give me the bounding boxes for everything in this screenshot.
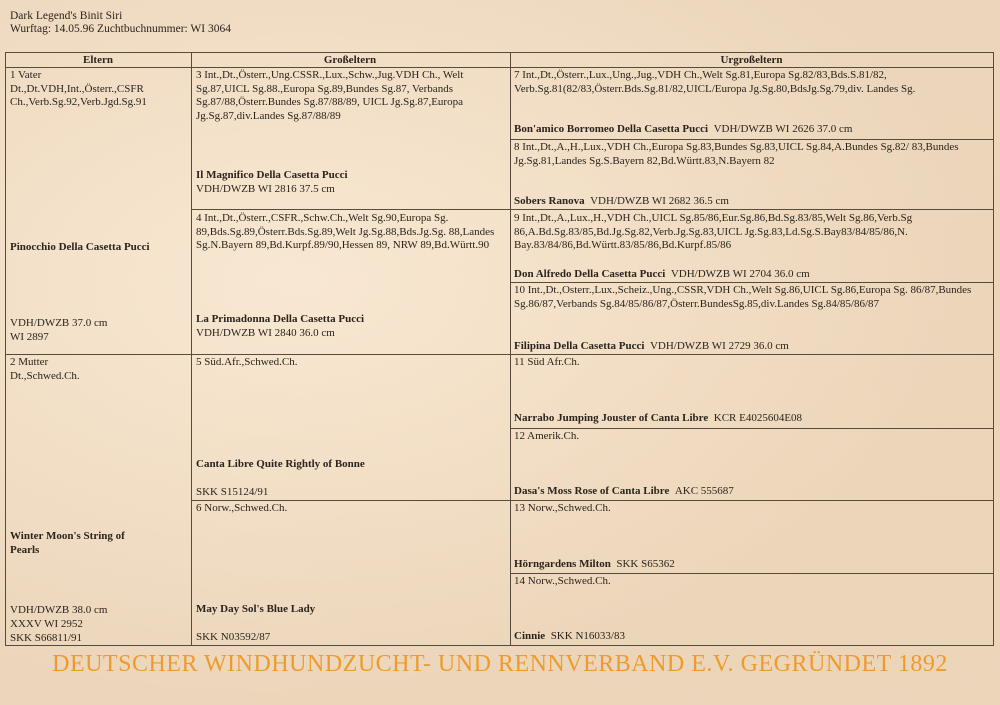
great-grandparent-registration: VDH/DWZB WI 2729 36.0 cm	[649, 340, 789, 352]
great-grandparent-entry	[514, 485, 734, 499]
parent-name: Winter Moon's String of Pearls	[10, 530, 125, 556]
parent-registration: SKK S66811/91	[10, 632, 83, 644]
great-grandparent-cell-9	[514, 212, 992, 281]
great-grandparent-registration: VDH/DWZB WI 2704 36.0 cm	[670, 268, 810, 280]
great-grandparent-registration: SKK N16033/83	[550, 630, 625, 642]
great-grandparent-entry	[514, 412, 802, 426]
great-grandparent-registration: VDH/DWZB WI 2626 37.0 cm	[713, 123, 853, 135]
grandparent-name: Canta Libre Quite Rightly of Bonne	[196, 458, 365, 470]
grandparent-titles: 4 Int.,Dt.,Österr.,CSFR.,Schw.Ch.,Welt Sg.90,Europa Sg. 89,Bds.Sg.89,Österr.Bds.Sg.89,Welt Jg.Sg.88,Bds.Jg.Sg. 88,Landes Sg.N.Bayern 89,Bd.Kurpf.89/90,Hessen 89, NRW 89,Bd.Württ.90	[196, 212, 495, 251]
great-grandparent-entry	[514, 558, 675, 572]
great-grandparent-name: Dasa's Moss Rose of Canta Libre	[514, 485, 670, 497]
grandparent-cell-3	[196, 69, 506, 208]
great-grandparent-name: Cinnie	[514, 630, 546, 642]
column-header-grosseltern: Großeltern	[323, 54, 377, 66]
parent-cell-mother	[10, 356, 188, 646]
parent-registration: VDH/DWZB 37.0 cm	[10, 317, 108, 329]
birth-and-registry-header: Wurftag: 14.05.96 Zuchtbuchnummer: WI 3064	[10, 23, 231, 35]
great-grandparent-entry	[514, 268, 810, 281]
parent-label: 1 Vater	[10, 69, 42, 81]
great-grandparent-entry	[514, 630, 625, 644]
great-grandparent-cell-12	[514, 430, 992, 499]
parent-titles: Dt.,Dt.VDH,Int.,Österr.,CSFR	[10, 82, 144, 95]
parent-registration: WI 2897	[10, 331, 49, 343]
association-footer: DEUTSCHER WINDHUNDZUCHT- UND RENNVERBAND E.V. GEGRÜNDET 1892	[52, 651, 948, 677]
great-grandparent-name: Hörngardens Milton	[514, 558, 611, 570]
grandparent-name: Il Magnifico Della Casetta Pucci	[196, 169, 348, 181]
parent-name: Pinocchio Della Casetta Pucci	[10, 241, 150, 253]
column-header-eltern: Eltern	[83, 54, 113, 66]
grandparent-titles: 5 Süd.Afr.,Schwed.Ch.	[196, 356, 298, 368]
parent-registration: VDH/DWZB 38.0 cm	[10, 604, 108, 616]
parent-titles: Ch.,Verb.Sg.92,Verb.Jgd.Sg.91	[10, 96, 147, 108]
parent-cell-father	[10, 69, 188, 353]
great-grandparent-titles: 11 Süd Afr.Ch.	[514, 356, 580, 368]
dog-name-header: Dark Legend's Binit Siri	[10, 10, 123, 22]
pedigree-table	[5, 52, 994, 646]
column-header-urgrosseltern: Urgroßeltern	[720, 54, 783, 66]
grandparent-titles: 3 Int.,Dt.,Österr.,Ung.CSSR.,Lux.,Schw.,Jug.VDH Ch., Welt Sg.87,UICL Sg.88.,Europa Sg.89,Bundes Sg.87, Verbands Sg.87/88,Österr.Bundes Sg.87/88/89, UICL Jg.Sg.87,Europa Jg.Sg.87,div.Landes Sg.87/88/89	[196, 69, 464, 122]
parent-titles: Dt.,Schwed.Ch.	[10, 369, 80, 382]
parent-registration: XXXV WI 2952	[10, 618, 83, 630]
great-grandparent-registration: SKK S65362	[616, 558, 675, 570]
great-grandparent-name: Narrabo Jumping Jouster of Canta Libre	[514, 412, 709, 424]
great-grandparent-name: Don Alfredo Della Casetta Pucci	[514, 268, 666, 280]
great-grandparent-registration: AKC 555687	[674, 485, 734, 497]
great-grandparent-titles: 10 Int.,Dt.,Osterr.,Lux.,Scheiz.,Ung.,CSSR,VDH Ch.,Welt Sg.86,UICL Sg.86,Europa Sg. 86/87,Bundes Sg.86/87,Verbands Sg.84/85/86/87,Österr.BundesSg.85,div.Landes Sg.84/85/86/87	[514, 284, 972, 310]
great-grandparent-registration: VDH/DWZB WI 2682 36.5 cm	[590, 195, 729, 207]
great-grandparent-name: Filipina Della Casetta Pucci	[514, 340, 645, 352]
grandparent-registration: SKK S15124/91	[196, 486, 269, 498]
great-grandparent-entry	[514, 195, 729, 209]
grandparent-titles: 6 Norw.,Schwed.Ch.	[196, 502, 288, 514]
great-grandparent-name: Bon'amico Borromeo Della Casetta Pucci	[514, 123, 709, 135]
great-grandparent-entry	[514, 340, 789, 353]
great-grandparent-titles: 14 Norw.,Schwed.Ch.	[514, 575, 611, 587]
parent-label: 2 Mutter	[10, 356, 49, 368]
grandparent-registration: SKK N03592/87	[196, 631, 271, 643]
grandparent-registration: VDH/DWZB WI 2816 37.5 cm	[196, 183, 335, 195]
great-grandparent-titles: 13 Norw.,Schwed.Ch.	[514, 502, 611, 514]
great-grandparent-cell-11	[514, 356, 992, 427]
grandparent-name: May Day Sol's Blue Lady	[196, 603, 316, 615]
great-grandparent-cell-10	[514, 284, 992, 353]
great-grandparent-entry	[514, 123, 852, 137]
grandparent-name: La Primadonna Della Casetta Pucci	[196, 313, 365, 325]
great-grandparent-registration: KCR E4025604E08	[713, 412, 803, 424]
great-grandparent-titles: 9 Int.,Dt.,A.,Lux.,H.,VDH Ch.,UICL Sg.85/86,Eur.Sg.86,Bd.Sg.83/85,Welt Sg.86,Verb.Sg 86,A.Bd.Sg.83/85,Bd.Jg.Sg.82,Verb.Jg.Sg.83,UICL Jg.Sg.83,Ld.Sg.S.Bay83/84/85/86,N. Bay.83/84/86,Bd.Württ.83/85/86,Bd.Kurpf.85/86	[514, 212, 913, 251]
great-grandparent-name: Sobers Ranova	[514, 195, 585, 207]
grandparent-cell-6	[196, 502, 506, 646]
great-grandparent-cell-14	[514, 575, 992, 646]
great-grandparent-titles: 12 Amerik.Ch.	[514, 430, 580, 442]
grandparent-registration: VDH/DWZB WI 2840 36.0 cm	[196, 327, 335, 339]
grandparent-cell-4	[196, 212, 506, 353]
great-grandparent-cell-13	[514, 502, 992, 572]
great-grandparent-titles: 8 Int.,Dt.,A.,H.,Lux.,VDH Ch.,Europa Sg.83,Bundes Sg.83,UICL Sg.84,A.Bundes Sg.82/ 83,Bundes Jg.Sg.81,Landes Sg.S.Bayern 82,Bd.Württ.83,N.Bayern 82	[514, 141, 959, 167]
grandparent-cell-5	[196, 356, 506, 499]
great-grandparent-cell-7	[514, 69, 992, 138]
great-grandparent-titles: 7 Int.,Dt.,Österr.,Lux.,Ung.,Jug.,VDH Ch.,Welt Sg.81,Europa Sg.82/83,Bds.S.81/82, Verb.Sg.81(82/83,Österr.Bds.Sg.81/82,UICL/Europa Jg.Sg.80,BdsJg.Sg.79,div. Landes Sg.	[514, 69, 916, 95]
